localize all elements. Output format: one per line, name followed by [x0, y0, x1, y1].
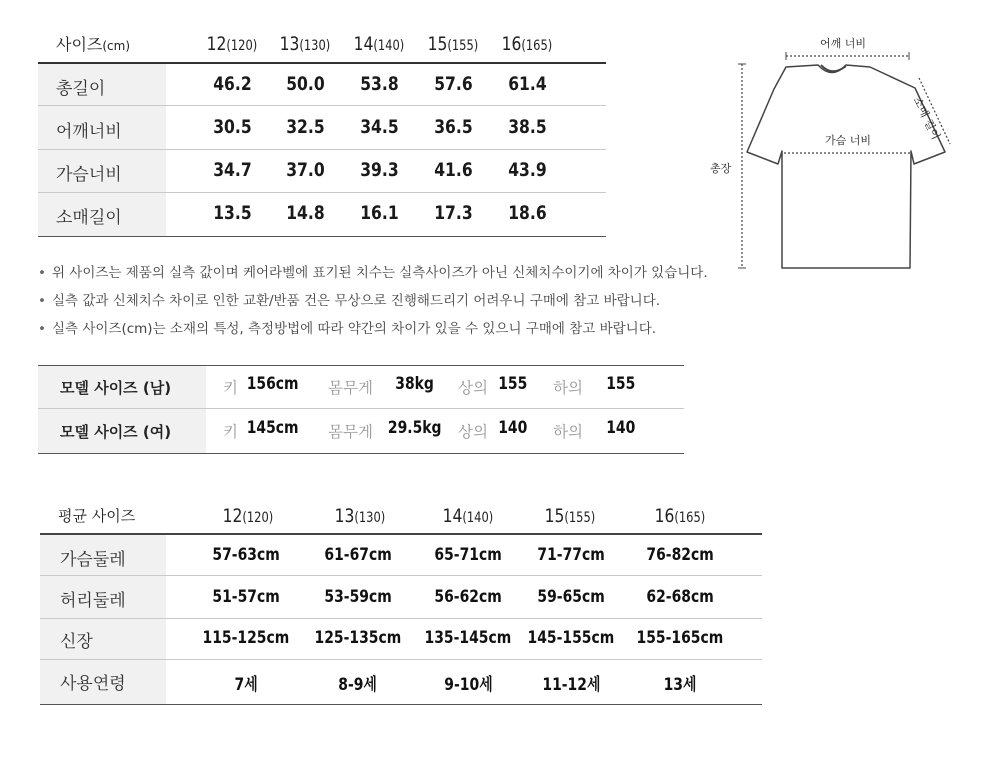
size-value: 61.4: [507, 73, 547, 95]
model-bottom: 140: [606, 418, 636, 438]
avg-value: 115-125cm: [202, 628, 290, 648]
size-col-13: 13(130): [279, 33, 331, 55]
size-row-label: 가슴너비: [56, 165, 122, 185]
model-label: 모델 사이즈 (남): [60, 379, 172, 397]
size-value: 38.5: [507, 116, 547, 138]
model-top: 140: [498, 418, 528, 438]
avg-col-15: 15(155): [544, 505, 596, 527]
model-bottom: 155: [606, 374, 636, 394]
note-item: • 실측 값과 신체치수 차이로 인한 교환/반품 건은 무상으로 진행해드리기 어려우니 구매에 참고 바랍니다.: [38, 293, 661, 309]
weight-label: 몸무게: [328, 423, 373, 441]
notes: [38, 262, 718, 346]
avg-value: 155-165cm: [636, 628, 724, 648]
size-value: 18.6: [507, 202, 547, 224]
size-value: 46.2: [212, 73, 252, 95]
avg-row-label: 신장: [60, 632, 93, 652]
avg-col-13: 13(130): [334, 505, 386, 527]
avg-value: 51-57cm: [212, 587, 280, 607]
size-value: 34.5: [359, 116, 399, 138]
avg-value: 13세: [663, 675, 697, 695]
size-col-16: 16(165): [501, 33, 553, 55]
size-value: 17.3: [433, 202, 473, 224]
size-value: 30.5: [212, 116, 252, 138]
shoulder-label: 어깨 너비: [820, 37, 867, 50]
model-top: 155: [498, 374, 528, 394]
size-value: 36.5: [433, 116, 473, 138]
model-size-table: [38, 365, 684, 454]
avg-value: 62-68cm: [646, 587, 714, 607]
avg-value: 135-145cm: [424, 628, 512, 648]
avg-col-16: 16(165): [654, 505, 706, 527]
size-value: 32.5: [285, 116, 325, 138]
tshirt-diagram: [700, 28, 980, 278]
avg-row-label: 가슴둘레: [60, 550, 126, 570]
tshirt-outline-icon: [700, 28, 980, 278]
weight-label: 몸무게: [328, 379, 373, 397]
size-value: 16.1: [359, 202, 399, 224]
size-value: 43.9: [507, 159, 547, 181]
avg-value: 71-77cm: [537, 545, 605, 565]
avg-row-label: 사용연령: [60, 674, 126, 694]
model-height: 145cm: [247, 418, 299, 438]
size-value: 41.6: [433, 159, 473, 181]
avg-value: 11-12세: [541, 675, 601, 695]
avg-value: 59-65cm: [537, 587, 605, 607]
avg-value: 7세: [234, 675, 258, 695]
model-weight: 38kg: [395, 374, 435, 394]
size-value: 13.5: [212, 202, 252, 224]
model-label: 모델 사이즈 (여): [60, 423, 172, 441]
bottom-label: 하의: [553, 423, 583, 441]
sleeve-label: 소매 길이: [910, 94, 943, 142]
size-value: 37.0: [285, 159, 325, 181]
avg-value: 65-71cm: [434, 545, 502, 565]
model-height: 156cm: [247, 374, 299, 394]
avg-row-label: 허리둘레: [60, 591, 126, 611]
avg-col-12: 12(120): [222, 505, 274, 527]
avg-value: 8-9세: [338, 675, 378, 695]
size-value: 50.0: [285, 73, 325, 95]
height-label: 키: [223, 423, 238, 441]
top-label: 상의: [458, 379, 488, 397]
avg-value: 125-135cm: [314, 628, 402, 648]
height-label: 키: [223, 379, 238, 397]
size-value: 34.7: [212, 159, 252, 181]
length-label: 총장: [710, 162, 732, 175]
size-header-label: 사이즈(cm): [56, 35, 131, 54]
note-item: • 위 사이즈는 제품의 실측 값이며 케어라벨에 표기된 치수는 실측사이즈가 아닌 신체치수이기에 차이가 있습니다.: [38, 265, 708, 281]
size-col-15: 15(155): [427, 33, 479, 55]
size-row-label: 총길이: [56, 79, 106, 99]
avg-value: 53-59cm: [324, 587, 392, 607]
note-item: • 실측 사이즈(cm)는 소재의 특성, 측정방법에 따라 약간의 차이가 있을 수 있으니 구매에 참고 바랍니다.: [38, 321, 657, 337]
avg-col-14: 14(140): [442, 505, 494, 527]
average-size-table: [40, 496, 762, 706]
size-row-label: 어깨너비: [56, 122, 122, 142]
avg-value: 9-10세: [443, 675, 493, 695]
top-label: 상의: [458, 423, 488, 441]
model-weight: 29.5kg: [388, 418, 442, 438]
avg-header-label: 평균 사이즈: [58, 507, 136, 525]
avg-value: 145-155cm: [527, 628, 615, 648]
chest-label: 가슴 너비: [825, 134, 872, 147]
avg-value: 57-63cm: [212, 545, 280, 565]
avg-value: 76-82cm: [646, 545, 714, 565]
size-value: 39.3: [359, 159, 399, 181]
bottom-label: 하의: [553, 379, 583, 397]
size-col-14: 14(140): [353, 33, 405, 55]
avg-value: 61-67cm: [324, 545, 392, 565]
size-value: 57.6: [433, 73, 473, 95]
avg-value: 56-62cm: [434, 587, 502, 607]
size-value: 53.8: [359, 73, 399, 95]
size-row-label: 소매길이: [56, 208, 122, 228]
size-col-12: 12(120): [206, 33, 258, 55]
size-value: 14.8: [285, 202, 325, 224]
